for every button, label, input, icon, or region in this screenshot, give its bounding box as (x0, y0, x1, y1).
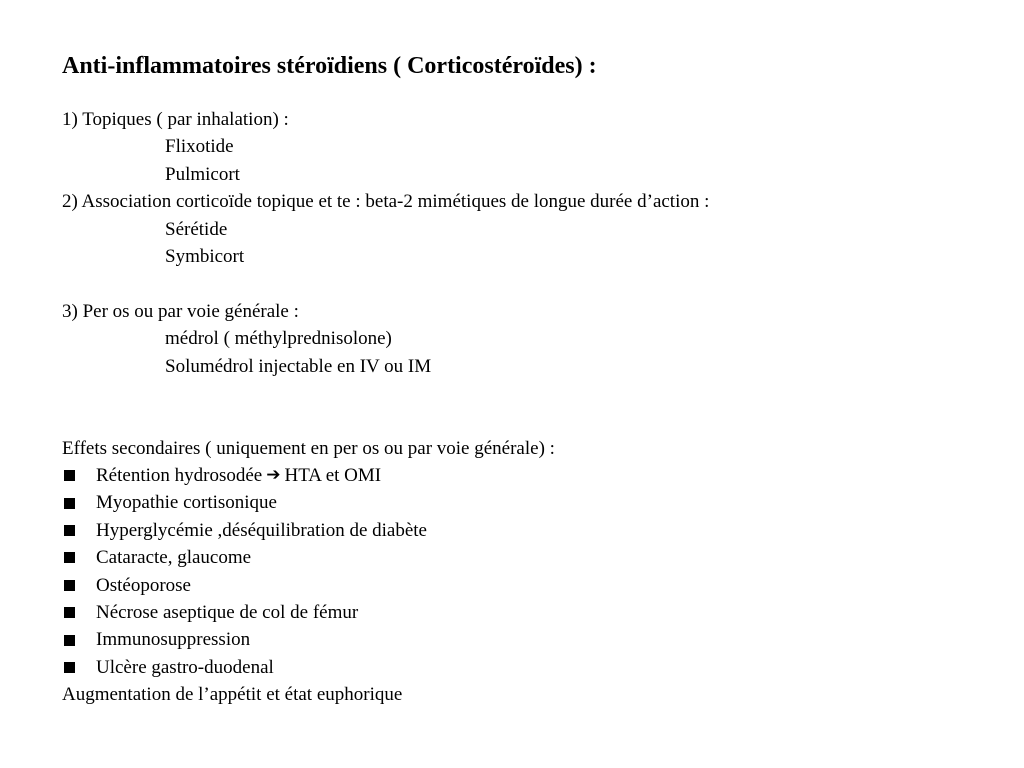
section-1-item-flixotide: Flixotide (165, 136, 234, 158)
section-3-item-solumedrol: Solumédrol injectable en IV ou IM (165, 355, 432, 377)
section-2-item-seretide: Sérétide (165, 218, 228, 240)
section-3-heading: 3) Per os ou par voie générale : (62, 300, 299, 322)
effect-item (62, 462, 1002, 489)
right-arrow-icon: ➔ (266, 465, 281, 486)
effect-item-text: Immunosuppression (96, 629, 251, 651)
effects-heading: Effets secondaires ( uniquement en per os ou par voie générale) : (62, 437, 555, 459)
square-bullet-icon (64, 552, 75, 563)
effects-footer: Augmentation de l’appétit et état euphorique (62, 684, 403, 706)
effect-item (62, 489, 1002, 516)
effect-item-text: Hyperglycémie ,déséquilibration de diabète (96, 519, 427, 541)
spacer (62, 380, 1002, 435)
section-1-item-pulmicort: Pulmicort (165, 163, 240, 185)
section-2-item-symbicort: Symbicort (165, 245, 245, 267)
square-bullet-icon (64, 525, 75, 536)
section-2-heading: 2) Association corticoïde topique et te : beta-2 mimétiques de longue durée d’action : (62, 191, 710, 213)
effect-item-text: Ulcère gastro-duodenal (96, 656, 274, 678)
effect-item (62, 599, 1002, 626)
square-bullet-icon (64, 470, 75, 481)
spacer (62, 270, 1002, 297)
effect-item (62, 572, 1002, 599)
effect-item-text: HTA et OMI (284, 465, 382, 487)
effect-item-text: Cataracte, glaucome (96, 547, 252, 569)
section-3-item-medrol: médrol ( méthylprednisolone) (165, 328, 392, 350)
effect-item-text: Rétention hydrosodée (96, 465, 263, 487)
effect-item (62, 654, 1002, 681)
effect-item (62, 626, 1002, 653)
effect-item-text: Myopathie cortisonique (96, 492, 277, 514)
square-bullet-icon (64, 607, 75, 618)
square-bullet-icon (64, 580, 75, 591)
effect-item (62, 544, 1002, 571)
square-bullet-icon (64, 635, 75, 646)
slide-content (62, 50, 1002, 709)
square-bullet-icon (64, 498, 75, 509)
effect-item (62, 517, 1002, 544)
effect-item-text: Ostéoporose (96, 574, 191, 596)
slide-title: Anti-inflammatoires stéroïdiens ( Corticostéroïdes) : (62, 53, 597, 79)
square-bullet-icon (64, 662, 75, 673)
section-1-heading: 1) Topiques ( par inhalation) : (62, 109, 289, 130)
effect-item-text: Nécrose aseptique de col de fémur (96, 602, 359, 624)
